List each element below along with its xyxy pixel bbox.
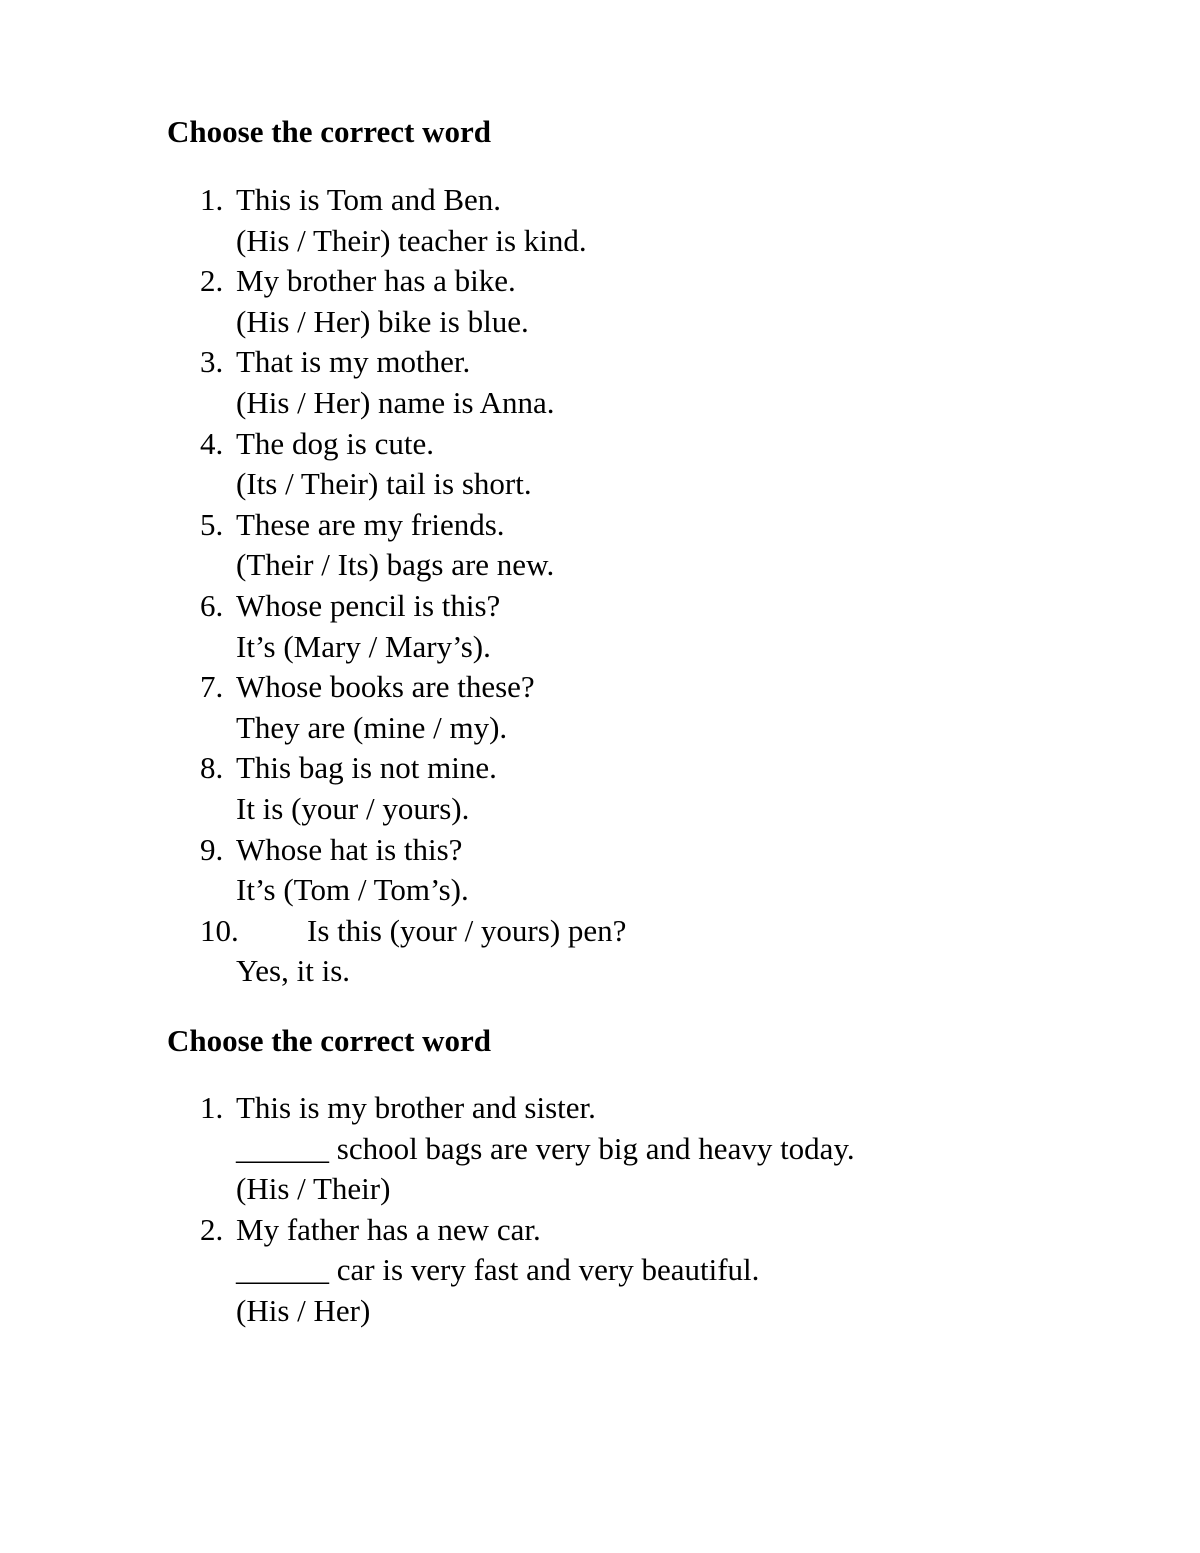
item-line: That is my mother. (236, 344, 471, 380)
list-item (0, 1210, 1200, 1332)
item-line: (His / Their) teacher is kind. (236, 222, 587, 258)
list-item (0, 261, 1200, 342)
list-item (0, 748, 1200, 829)
item-line: (Their / Its) bags are new. (236, 547, 555, 583)
item-line: It’s (Mary / Mary’s). (236, 628, 491, 664)
item-number: 4. (200, 425, 224, 461)
list-item (0, 586, 1200, 667)
item-line: Is this (your / yours) pen? (307, 912, 627, 948)
item-line: Whose hat is this? (236, 831, 463, 867)
list-item (0, 667, 1200, 748)
item-line: It’s (Tom / Tom’s). (236, 872, 469, 908)
list-item (0, 342, 1200, 423)
item-number: 10. (200, 912, 239, 948)
item-line: They are (mine / my). (236, 709, 508, 745)
item-number: 6. (200, 587, 224, 623)
item-number: 1. (200, 182, 224, 217)
item-line: (His / Her) bike is blue. (236, 303, 529, 339)
item-number: 5. (200, 506, 224, 542)
item-number: 1. (200, 1090, 224, 1125)
list-item (0, 505, 1200, 586)
item-line: ______ car is very fast and very beautiful. (236, 1252, 760, 1288)
item-line: It is (your / yours). (236, 790, 470, 826)
list-item (0, 1088, 1200, 1210)
list-item (0, 180, 1200, 261)
section-2-title: Choose the correct word (167, 1023, 491, 1058)
item-line: Whose pencil is this? (236, 587, 501, 623)
item-line: This bag is not mine. (236, 750, 497, 786)
item-line: Whose books are these? (236, 669, 535, 705)
item-line: My father has a new car. (236, 1211, 541, 1247)
list-item (0, 424, 1200, 505)
item-line: The dog is cute. (236, 425, 435, 461)
item-line: (Its / Their) tail is short. (236, 466, 532, 502)
item-line: ______ school bags are very big and heavy today. (236, 1130, 855, 1166)
section-1-title: Choose the correct word (167, 114, 491, 149)
section-2-list (0, 1088, 1200, 1332)
item-line: (His / Her) name is Anna. (236, 384, 555, 420)
item-number: 2. (200, 1211, 224, 1247)
item-line: This is my brother and sister. (236, 1090, 596, 1125)
list-item (0, 911, 1200, 992)
list-item (0, 830, 1200, 911)
item-line: (His / Their) (236, 1171, 391, 1207)
item-number: 7. (200, 669, 224, 705)
item-line: Yes, it is. (236, 953, 351, 989)
item-number: 2. (200, 263, 224, 299)
item-number: 3. (200, 344, 224, 380)
item-number: 9. (200, 831, 224, 867)
item-number: 8. (200, 750, 224, 786)
item-line: (His / Her) (236, 1292, 371, 1328)
item-line: My brother has a bike. (236, 263, 516, 299)
item-line: These are my friends. (236, 506, 505, 542)
item-line: This is Tom and Ben. (236, 182, 502, 217)
section-1-list (0, 180, 1200, 992)
